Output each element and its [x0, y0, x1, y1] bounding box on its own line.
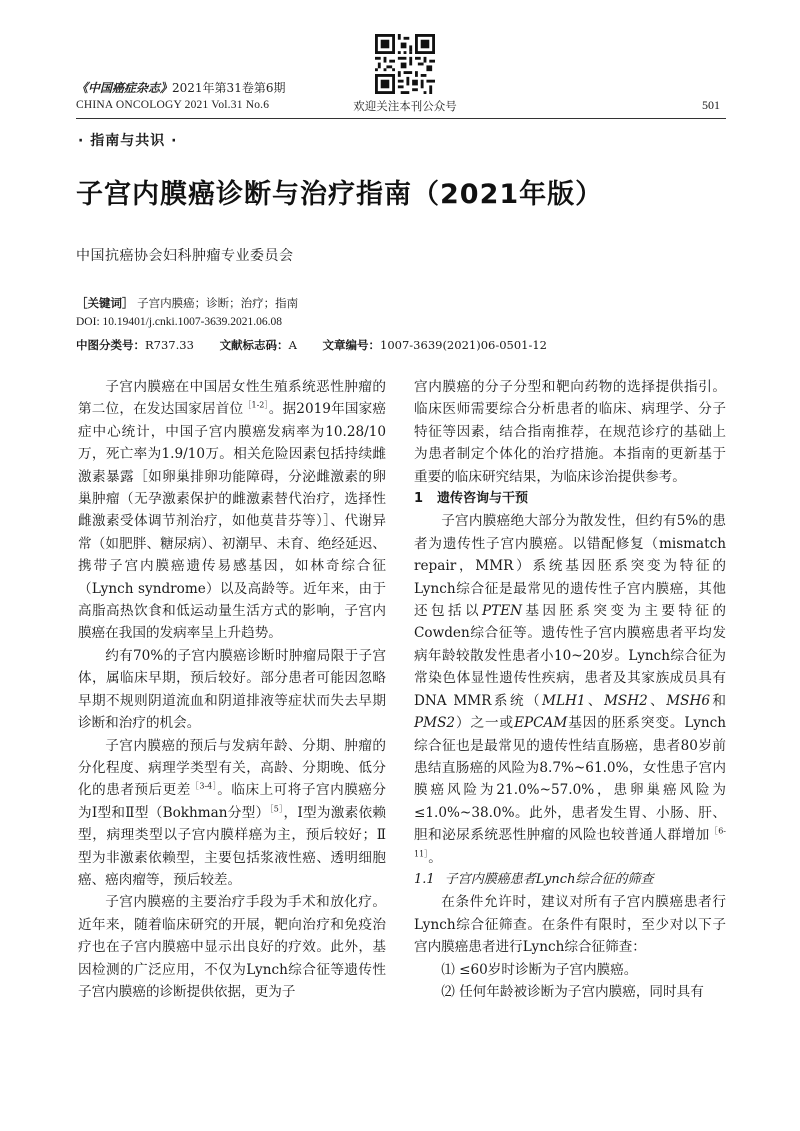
article-author: 中国抗癌协会妇科肿瘤专业委员会 [76, 248, 294, 264]
journal-name-en: CHINA ONCOLOGY 2021 Vol.31 No.6 [76, 99, 270, 111]
header-divider [76, 118, 726, 119]
paragraph: 子宫内膜癌绝大部分为散发性，但约有5%的患者为遗传性子宫内膜癌。以错配修复（mismatch repair，MMR）系统基因胚系突变为特征的Lynch综合征是最常见的遗传性子宫内膜癌，其他还包括以PTEN基因胚系突变为主要特征的Cowden综合征等。遗传性子宫内膜癌患者平均发病年龄较散发性患者小10~20岁。Lynch综合征为常染色体显性遗传性疾病，患者及其家族成员具有DNA MMR系统（MLH1、MSH2、MSH6和PMS2）之一或EPCAM基因的胚系突变。Lynch综合征也是最常见的遗传性结直肠癌，患者80岁前患结直肠癌的风险为8.7%~61.0%，女性患子宫内膜癌风险为21.0%~57.0%，患卵巢癌风险为≤1.0%~38.0%。此外，患者发生胃、小肠、肝、胆和泌尿系统恶性肿瘤的风险也较普通人群增加$^{[6-11]}$。 [414, 513, 727, 866]
citation[interactable]: ［6-11］ [414, 826, 726, 858]
clc-label: 中图分类号： [76, 338, 145, 352]
keywords [76, 295, 298, 311]
article-no-value: 1007-3639(2021)06-0501-12 [380, 338, 547, 352]
page-number: 501 [702, 98, 720, 112]
section-heading: 1 遗传咨询与干预 [414, 491, 529, 507]
qr-code-icon[interactable] [375, 34, 435, 94]
qr-caption: 欢迎关注本刊公众号 [353, 99, 457, 113]
list-item: ⑴ ≤60岁时诊断为子宫内膜癌。 [441, 961, 638, 978]
doi[interactable]: DOI: 10.19401/j.cnki.1007-3639.2021.06.08 [76, 316, 283, 328]
paragraph: 子宫内膜癌的预后与发病年龄、分期、肿瘤的分化程度、病理学类型有关，高龄、分期晚、低分化的患者预后更差$^{[3-4]}$。临床上可将子宫内膜癌分为Ⅰ型和Ⅱ型（Bokhman分型）$^{[5]}$，Ⅰ型为激素依赖型，病理类型以子宫内膜样癌为主，预后较好；Ⅱ型为非激素依赖型，主要包括浆液性癌、透明细胞癌、癌肉瘤等，预后较差。 [78, 737, 387, 888]
running-header [76, 80, 285, 114]
clc-value: R737.33 [145, 338, 194, 352]
paragraph: 宫内膜癌的分子分型和靶向药物的选择提供指引。临床医师需要综合分析患者的临床、病理学、分子特征等因素，结合指南推荐，在规范诊疗的基础上为患者制定个体化的治疗措施。本指南的更新基于重要的临床研究结果，为临床诊治提供参考。 [414, 379, 726, 485]
keywords-label: ［关键词］ [76, 296, 134, 310]
paragraph: 约有70%的子宫内膜癌诊断时肿瘤局限于子宫体，属临床早期，预后较好。部分患者可能因忽略早期不规则阴道流血和阴道排液等症状而失去早期诊断和治疗的机会。 [78, 647, 386, 732]
article-title: 子宫内膜癌诊断与治疗指南（2021年版） [76, 179, 604, 210]
doc-code-label: 文献标志码： [219, 338, 289, 352]
journal-name-cn: 《中国癌症杂志》 [76, 81, 173, 95]
citation[interactable]: ［3-4］ [190, 781, 218, 791]
paragraph: 子宫内膜癌在中国居女性生殖系统恶性肿瘤的第二位，在发达国家居首位$^{[1-2]}$。据2019年国家癌症中心统计，中国子宫内膜癌发病率为10.28/10万，死亡率为1.9/10万。相关危险因素包括持续雌激素暴露［如卵巢排卵功能障碍，分泌雌激素的卵巢肿瘤（无孕激素保护的雌激素替代治疗，选择性雌激素受体调节剂治疗，如他莫昔芬等）］、代谢异常（如肥胖、糖尿病）、初潮早、未育、绝经延迟、携带子宫内膜癌遗传易感基因，如林奇综合征（Lynch syndrome）以及高龄等。近年来，由于高脂高热饮食和低运动量生活方式的影响，子宫内膜癌在我国的发病率呈上升趋势。 [78, 379, 386, 642]
section-tag: · 指南与共识 · [78, 133, 178, 149]
doc-code-value: A [288, 338, 297, 352]
citation[interactable]: ［5］ [269, 804, 284, 814]
citation[interactable]: ［1-2］ [243, 400, 269, 410]
list-item: ⑵ 任何年龄被诊断为子宫内膜癌，同时具有 [441, 983, 704, 1000]
left-column [78, 376, 386, 1003]
keywords-value: 子宫内膜癌；诊断；治疗；指南 [137, 296, 299, 310]
journal-issue-cn: 2021年第31卷第6期 [172, 81, 286, 95]
subsection-heading: 1.1 子宫内膜癌患者Lynch综合征的筛查 [414, 871, 654, 887]
right-column [414, 376, 726, 1003]
article-no-label: 文章编号： [322, 338, 381, 352]
paragraph: 在条件允许时，建议对所有子宫内膜癌患者行Lynch综合征筛查。在条件有限时，至少对以下子宫内膜癌患者进行Lynch综合征筛查： [414, 894, 726, 956]
paragraph: 子宫内膜癌的主要治疗手段为手术和放化疗。近年来，随着临床研究的开展，靶向治疗和免疫治疗也在子宫内膜癌中显示出良好的疗效。此外，基因检测的广泛应用，不仅为Lynch综合征等遗传性子宫内膜癌的诊断提供依据，更为子 [78, 894, 386, 1000]
classification-line [76, 337, 547, 353]
